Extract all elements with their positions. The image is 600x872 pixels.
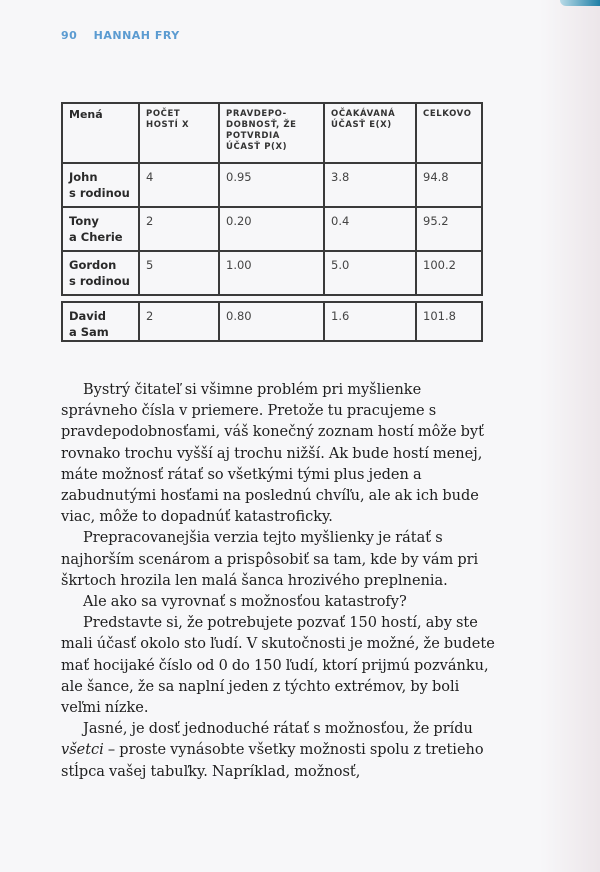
additional-row-table	[61, 301, 483, 342]
header-guest-count	[139, 103, 219, 163]
page-number: 90	[61, 29, 78, 42]
cell-probability: 0.80	[219, 302, 324, 341]
table-row	[62, 302, 482, 341]
page-edge-shadow	[540, 0, 600, 872]
header-expected	[324, 103, 416, 163]
cell-line: POTVRDIA	[226, 131, 280, 141]
cell-guests: 5	[139, 251, 219, 295]
table-header-row	[62, 103, 482, 163]
cell-line: DOBNOSŤ, ŽE	[226, 120, 297, 130]
author-name: HANNAH FRY	[93, 29, 180, 42]
cell-line: ÚČASŤ E(X)	[331, 120, 392, 130]
cell-line: s rodinou	[69, 186, 130, 200]
paragraph-text: – proste vynásobte všetky možnosti spolu z tretieho stĺpca vašej tabuľky. Napríklad, možnosť,	[61, 742, 484, 780]
cell-probability: 1.00	[219, 251, 324, 295]
cover-edge-accent	[560, 0, 600, 6]
paragraph: Prepracovanejšia verzia tejto myšlienky je rátať s najhorším scenárom a prispôsobiť sa tam, kde by vám pri škrtoch hrozila len malá šanca hrozivého preplnenia.	[61, 530, 479, 589]
header-probability	[219, 103, 324, 163]
cell-line: David	[69, 309, 106, 323]
table-row	[62, 251, 482, 295]
cell-expected: 3.8	[324, 163, 416, 207]
header-total	[416, 103, 482, 163]
cell-line: PRAVDEPO-	[226, 109, 287, 119]
paragraph	[61, 719, 501, 783]
cell-name	[62, 163, 139, 207]
cell-expected: 5.0	[324, 251, 416, 295]
cell-name	[62, 302, 139, 341]
cell-line: s rodinou	[69, 274, 130, 288]
paragraph: Bystrý čitateľ si všimne problém pri myšlienke správneho čísla v priemere. Pretože tu pracujeme s pravdepodobnosťami, váš konečný zoznam hostí môže byť rovnako trochu vyšší aj trochu nižší. Ak bude hostí menej, máte možnosť rátať so všetkými tými plus jeden a zabudnutými hosťami na poslednú chvíľu, ale ak ich bude viac, môže to dopadnúť katastroficky.	[61, 382, 484, 526]
table-row	[62, 207, 482, 251]
body-text	[61, 380, 501, 783]
cell-line: a Sam	[69, 325, 109, 339]
cell-name	[62, 251, 139, 295]
cell-guests: 2	[139, 207, 219, 251]
cell-guests: 2	[139, 302, 219, 341]
cell-guests: 4	[139, 163, 219, 207]
cell-probability: 0.95	[219, 163, 324, 207]
cell-name	[62, 207, 139, 251]
cell-line: OČAKÁVANÁ	[331, 109, 396, 119]
cell-line: a Cherie	[69, 230, 123, 244]
cell-expected: 1.6	[324, 302, 416, 341]
cell-line: John	[69, 170, 98, 184]
cell-probability: 0.20	[219, 207, 324, 251]
paragraph: Ale ako sa vyrovnať s možnosťou katastrofy?	[83, 594, 407, 611]
running-head	[61, 29, 180, 42]
cell-line: Gordon	[69, 258, 117, 272]
cell-line: Tony	[69, 214, 99, 228]
cell-line: HOSTÍ X	[146, 120, 190, 130]
cell-line: POČET	[146, 109, 181, 119]
emphasized-word: všetci	[61, 742, 104, 759]
cell-total: 100.2	[416, 251, 482, 295]
cell-total: 95.2	[416, 207, 482, 251]
attendance-table	[61, 102, 483, 296]
cell-line: ÚČASŤ P(X)	[226, 142, 288, 152]
cell-total: 94.8	[416, 163, 482, 207]
cell-expected: 0.4	[324, 207, 416, 251]
table-row	[62, 163, 482, 207]
cell-line: Mená	[69, 108, 103, 121]
paragraph: Predstavte si, že potrebujete pozvať 150 hostí, aby ste mali účasť okolo sto ľudí. V skutočnosti je možné, že budete mať hocijaké číslo od 0 do 150 ľudí, ktorí prijmú pozvánku, ale šance, že sa naplní jeden z týchto extrémov, by boli veľmi nízke.	[61, 615, 495, 717]
cell-line: CELKOVO	[423, 109, 472, 119]
header-names	[62, 103, 139, 163]
paragraph-text: Jasné, je dosť jednoduché rátať s možnosťou, že prídu	[83, 721, 473, 738]
cell-total: 101.8	[416, 302, 482, 341]
